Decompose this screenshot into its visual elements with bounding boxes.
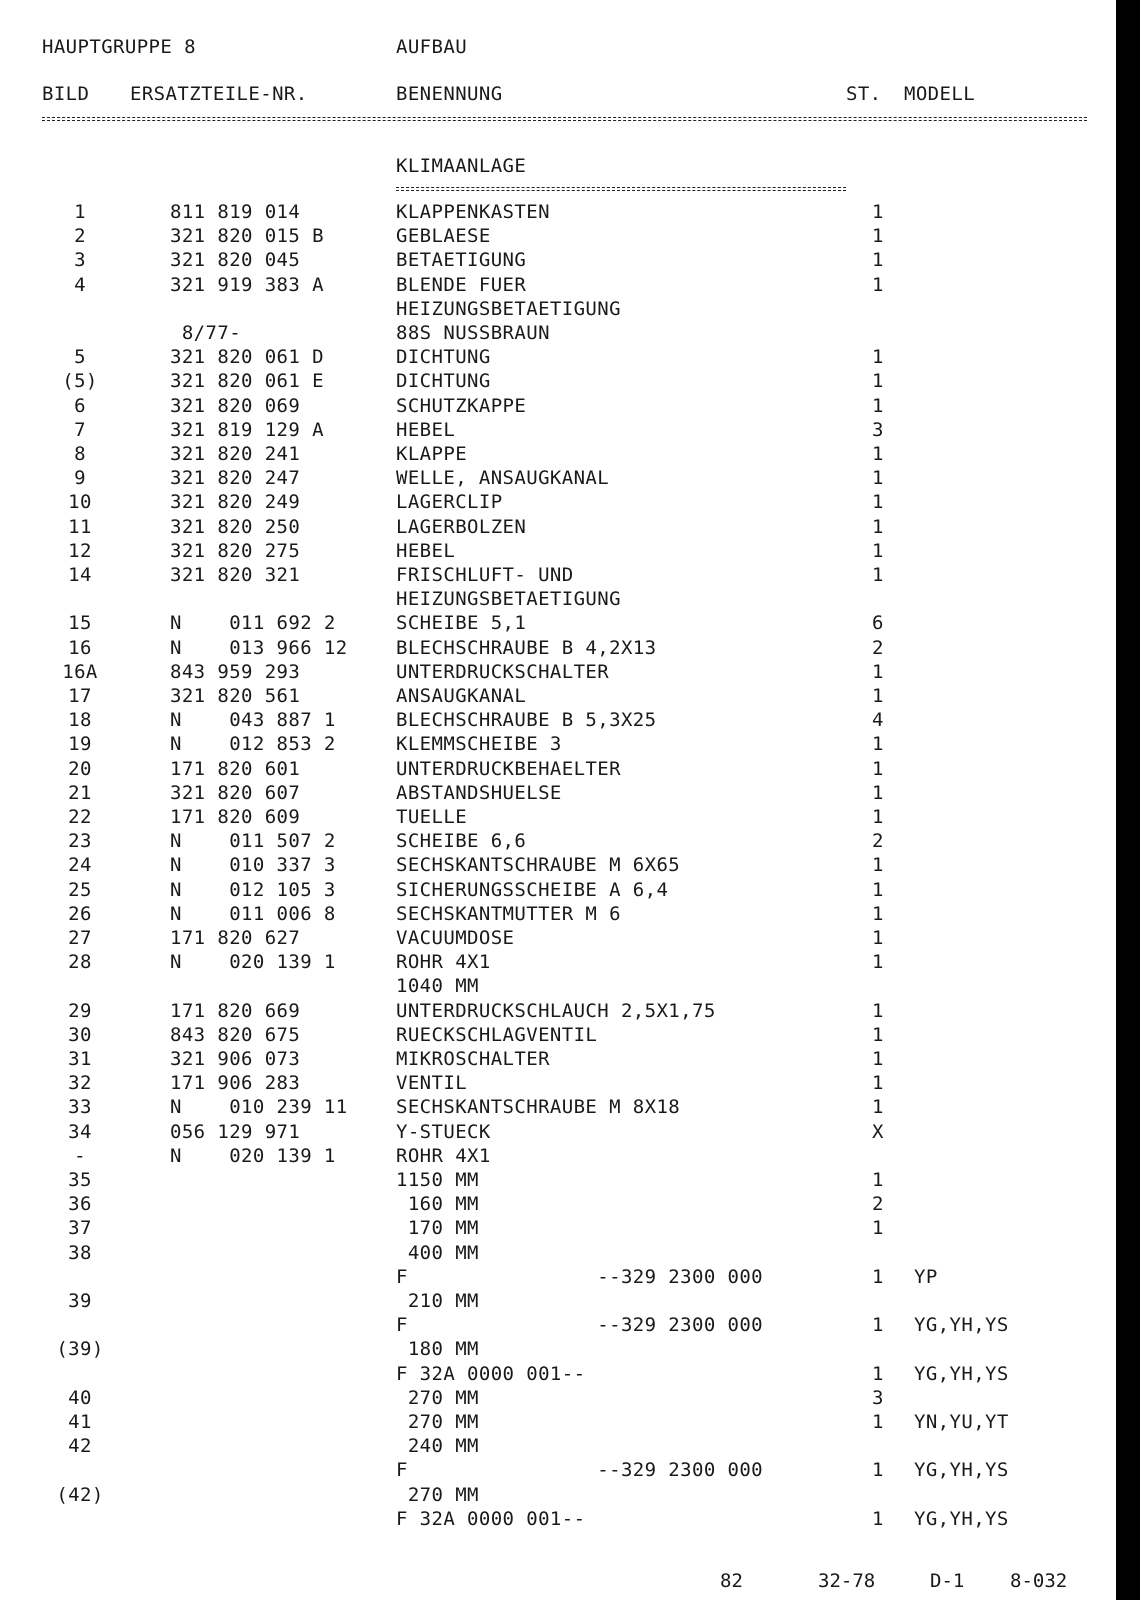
quantity-cell: 6: [872, 612, 884, 634]
quantity-cell: 1: [872, 346, 884, 368]
quantity-cell: 1: [872, 370, 884, 392]
quantity-cell: 3: [872, 419, 884, 441]
description-cell: ROHR 4X1: [396, 1145, 491, 1167]
section-title: KLIMAANLAGE: [396, 155, 527, 177]
bild-cell: -: [74, 1145, 86, 1167]
description-cell: WELLE, ANSAUGKANAL: [396, 467, 610, 489]
table-row: [0, 1266, 1140, 1288]
description-cell: 210 MM: [396, 1290, 479, 1312]
bild-cell: 8: [74, 443, 86, 465]
description-cell: 270 MM: [396, 1411, 479, 1433]
quantity-cell: 1: [872, 564, 884, 586]
quantity-cell: 1: [872, 274, 884, 296]
part-number-cell: 321 820 241: [170, 443, 301, 465]
description-cell: HEIZUNGSBETAETIGUNG: [396, 588, 621, 610]
quantity-cell: 1: [872, 1072, 884, 1094]
description-cell: F --329 2300 000: [396, 1459, 764, 1481]
quantity-cell: 3: [872, 1387, 884, 1409]
quantity-cell: 1: [872, 782, 884, 804]
quantity-cell: 1: [872, 201, 884, 223]
table-row: [0, 1242, 1140, 1264]
part-number-cell: 843 820 675: [170, 1024, 301, 1046]
table-row: [0, 758, 1140, 780]
table-row: [0, 322, 1140, 344]
description-cell: 170 MM: [396, 1217, 479, 1239]
bild-cell: 19: [68, 733, 92, 755]
footer-code-4: 8-032: [1010, 1570, 1068, 1592]
quantity-cell: 1: [872, 854, 884, 876]
table-row: [0, 419, 1140, 441]
part-number-cell: 321 820 045: [170, 249, 301, 271]
part-number-cell: 811 819 014: [170, 201, 301, 223]
part-number-cell: N 010 337 3: [170, 854, 336, 876]
model-cell: YP: [914, 1266, 938, 1288]
model-cell: YN,YU,YT: [914, 1411, 1009, 1433]
bild-cell: 40: [68, 1387, 92, 1409]
part-number-cell: N 020 139 1: [170, 951, 336, 973]
table-row: [0, 1508, 1140, 1530]
description-cell: FRISCHLUFT- UND: [396, 564, 574, 586]
bild-cell: 16: [68, 637, 92, 659]
table-row: [0, 540, 1140, 562]
part-number-cell: 843 959 293: [170, 661, 301, 683]
table-row: [0, 661, 1140, 683]
bild-cell: 15: [68, 612, 92, 634]
column-header-model: MODELL: [904, 83, 976, 105]
table-row: [0, 951, 1140, 973]
quantity-cell: 1: [872, 758, 884, 780]
quantity-cell: 1: [872, 1048, 884, 1070]
description-cell: SCHUTZKAPPE: [396, 395, 527, 417]
bild-cell: 4: [74, 274, 86, 296]
table-row: [0, 1145, 1140, 1167]
part-number-cell: N 011 507 2: [170, 830, 336, 852]
quantity-cell: 2: [872, 830, 884, 852]
bild-cell: 26: [68, 903, 92, 925]
description-cell: HEBEL: [396, 540, 456, 562]
quantity-cell: 1: [872, 516, 884, 538]
quantity-cell: 1: [872, 1314, 884, 1336]
part-number-cell: 321 819 129 A: [170, 419, 324, 441]
bild-cell: 17: [68, 685, 92, 707]
description-cell: 270 MM: [396, 1484, 479, 1506]
description-cell: ANSAUGKANAL: [396, 685, 527, 707]
description-cell: LAGERBOLZEN: [396, 516, 527, 538]
bild-cell: 36: [68, 1193, 92, 1215]
table-row: [0, 1169, 1140, 1191]
table-row: [0, 443, 1140, 465]
bild-cell: 37: [68, 1217, 92, 1239]
bild-cell: 29: [68, 1000, 92, 1022]
table-row: [0, 733, 1140, 755]
part-number-cell: 321 906 073: [170, 1048, 301, 1070]
description-cell: VACUUMDOSE: [396, 927, 515, 949]
table-row: [0, 782, 1140, 804]
quantity-cell: 1: [872, 467, 884, 489]
column-header-bild: BILD: [42, 83, 90, 105]
description-cell: F --329 2300 000: [396, 1314, 764, 1336]
part-number-cell: N 013 966 12: [170, 637, 348, 659]
quantity-cell: 1: [872, 1024, 884, 1046]
description-cell: F 32A 0000 001--: [396, 1508, 586, 1530]
bild-cell: 1: [74, 201, 86, 223]
part-number-cell: N 020 139 1: [170, 1145, 336, 1167]
bild-cell: 28: [68, 951, 92, 973]
description-cell: SECHSKANTSCHRAUBE M 6X65: [396, 854, 681, 876]
description-cell: BLENDE FUER: [396, 274, 527, 296]
description-cell: HEIZUNGSBETAETIGUNG: [396, 298, 621, 320]
quantity-cell: 1: [872, 661, 884, 683]
part-number-cell: 171 820 601: [170, 758, 301, 780]
table-row: [0, 1338, 1140, 1360]
description-cell: SCHEIBE 5,1: [396, 612, 527, 634]
bild-cell: (39): [56, 1338, 104, 1360]
quantity-cell: 1: [872, 951, 884, 973]
description-cell: Y-STUECK: [396, 1121, 491, 1143]
main-group-title: AUFBAU: [396, 36, 468, 58]
table-row: [0, 1193, 1140, 1215]
quantity-cell: 1: [872, 443, 884, 465]
description-cell: GEBLAESE: [396, 225, 491, 247]
description-cell: UNTERDRUCKSCHALTER: [396, 661, 610, 683]
model-cell: YG,YH,YS: [914, 1314, 1009, 1336]
bild-cell: 38: [68, 1242, 92, 1264]
description-cell: 1150 MM: [396, 1169, 479, 1191]
quantity-cell: 1: [872, 225, 884, 247]
bild-cell: 6: [74, 395, 86, 417]
section-title-underline: [396, 187, 846, 191]
bild-cell: 2: [74, 225, 86, 247]
part-number-cell: 171 820 609: [170, 806, 301, 828]
model-cell: YG,YH,YS: [914, 1459, 1009, 1481]
quantity-cell: 1: [872, 1459, 884, 1481]
model-cell: YG,YH,YS: [914, 1508, 1009, 1530]
quantity-cell: 1: [872, 685, 884, 707]
part-number-cell: N 011 006 8: [170, 903, 336, 925]
quantity-cell: 1: [872, 1217, 884, 1239]
description-cell: VENTIL: [396, 1072, 468, 1094]
footer-code-3: D-1: [930, 1570, 965, 1592]
quantity-cell: 1: [872, 1169, 884, 1191]
description-cell: SICHERUNGSSCHEIBE A 6,4: [396, 879, 669, 901]
description-cell: HEBEL: [396, 419, 456, 441]
bild-cell: 35: [68, 1169, 92, 1191]
table-row: [0, 1072, 1140, 1094]
description-cell: 400 MM: [396, 1242, 479, 1264]
description-cell: KLEMMSCHEIBE 3: [396, 733, 562, 755]
bild-cell: 14: [68, 564, 92, 586]
description-cell: TUELLE: [396, 806, 468, 828]
description-cell: BETAETIGUNG: [396, 249, 527, 271]
description-cell: BLECHSCHRAUBE B 5,3X25: [396, 709, 657, 731]
model-cell: YG,YH,YS: [914, 1363, 1009, 1385]
description-cell: ABSTANDSHUELSE: [396, 782, 562, 804]
bild-cell: 25: [68, 879, 92, 901]
table-row: [0, 1411, 1140, 1433]
bild-cell: 42: [68, 1435, 92, 1457]
quantity-cell: 1: [872, 927, 884, 949]
table-row: [0, 274, 1140, 296]
quantity-cell: 1: [872, 1000, 884, 1022]
table-row: [0, 1435, 1140, 1457]
description-cell: LAGERCLIP: [396, 491, 503, 513]
part-number-cell: 321 820 247: [170, 467, 301, 489]
part-number-cell: 171 820 627: [170, 927, 301, 949]
bild-cell: 3: [74, 249, 86, 271]
description-cell: F --329 2300 000: [396, 1266, 764, 1288]
part-number-cell: 321 820 275: [170, 540, 301, 562]
description-cell: 1040 MM: [396, 975, 479, 997]
table-row: [0, 491, 1140, 513]
table-row: [0, 1217, 1140, 1239]
part-number-cell: 056 129 971: [170, 1121, 301, 1143]
table-row: [0, 1024, 1140, 1046]
table-row: [0, 1000, 1140, 1022]
description-cell: DICHTUNG: [396, 346, 491, 368]
part-number-cell: 171 906 283: [170, 1072, 301, 1094]
bild-cell: (42): [56, 1484, 104, 1506]
quantity-cell: 1: [872, 1266, 884, 1288]
table-row: [0, 903, 1140, 925]
table-row: [0, 1290, 1140, 1312]
table-row: [0, 1484, 1140, 1506]
quantity-cell: X: [872, 1121, 884, 1143]
part-number-cell: 321 820 561: [170, 685, 301, 707]
description-cell: BLECHSCHRAUBE B 4,2X13: [396, 637, 657, 659]
quantity-cell: 1: [872, 395, 884, 417]
main-group-label: HAUPTGRUPPE 8: [42, 36, 196, 58]
part-number-cell: N 012 105 3: [170, 879, 336, 901]
quantity-cell: 1: [872, 1363, 884, 1385]
part-number-cell: N 011 692 2: [170, 612, 336, 634]
bild-cell: 32: [68, 1072, 92, 1094]
part-number-cell: N 043 887 1: [170, 709, 336, 731]
bild-cell: 23: [68, 830, 92, 852]
quantity-cell: 1: [872, 540, 884, 562]
description-cell: 180 MM: [396, 1338, 479, 1360]
column-header-description: BENENNUNG: [396, 83, 503, 105]
header-divider: [42, 117, 1087, 121]
table-row: [0, 1048, 1140, 1070]
part-number-cell: 321 820 061 D: [170, 346, 324, 368]
table-row: [0, 201, 1140, 223]
quantity-cell: 1: [872, 1508, 884, 1530]
table-row: [0, 1459, 1140, 1481]
table-row: [0, 249, 1140, 271]
table-row: [0, 1096, 1140, 1118]
quantity-cell: 1: [872, 249, 884, 271]
table-row: [0, 806, 1140, 828]
description-cell: UNTERDRUCKBEHAELTER: [396, 758, 621, 780]
bild-cell: 11: [68, 516, 92, 538]
table-row: [0, 588, 1140, 610]
description-cell: 160 MM: [396, 1193, 479, 1215]
description-cell: UNTERDRUCKSCHLAUCH 2,5X1,75: [396, 1000, 716, 1022]
description-cell: 270 MM: [396, 1387, 479, 1409]
bild-cell: 5: [74, 346, 86, 368]
table-row: [0, 395, 1140, 417]
bild-cell: 24: [68, 854, 92, 876]
bild-cell: 33: [68, 1096, 92, 1118]
part-number-cell: 321 820 607: [170, 782, 301, 804]
table-row: [0, 516, 1140, 538]
table-row: [0, 637, 1140, 659]
part-number-cell: 321 820 069: [170, 395, 301, 417]
table-row: [0, 1314, 1140, 1336]
quantity-cell: 1: [872, 491, 884, 513]
description-cell: SCHEIBE 6,6: [396, 830, 527, 852]
quantity-cell: 1: [872, 733, 884, 755]
bild-cell: 10: [68, 491, 92, 513]
bild-cell: 12: [68, 540, 92, 562]
part-number-cell: 8/77-: [170, 322, 242, 344]
table-row: [0, 879, 1140, 901]
bild-cell: 18: [68, 709, 92, 731]
description-cell: SECHSKANTSCHRAUBE M 8X18: [396, 1096, 681, 1118]
part-number-cell: 321 820 250: [170, 516, 301, 538]
part-number-cell: N 010 239 11: [170, 1096, 348, 1118]
bild-cell: 34: [68, 1121, 92, 1143]
column-header-quantity: ST.: [846, 83, 882, 105]
bild-cell: 7: [74, 419, 86, 441]
column-header-part-number: ERSATZTEILE-NR.: [130, 83, 308, 105]
quantity-cell: 1: [872, 1096, 884, 1118]
table-row: [0, 975, 1140, 997]
part-number-cell: 321 820 015 B: [170, 225, 324, 247]
table-row: [0, 685, 1140, 707]
description-cell: SECHSKANTMUTTER M 6: [396, 903, 621, 925]
table-row: [0, 612, 1140, 634]
quantity-cell: 2: [872, 637, 884, 659]
table-row: [0, 298, 1140, 320]
bild-cell: 9: [74, 467, 86, 489]
bild-cell: 30: [68, 1024, 92, 1046]
table-row: [0, 709, 1140, 731]
description-cell: RUECKSCHLAGVENTIL: [396, 1024, 598, 1046]
description-cell: MIKROSCHALTER: [396, 1048, 550, 1070]
part-number-cell: 321 820 249: [170, 491, 301, 513]
table-row: [0, 1363, 1140, 1385]
bild-cell: 41: [68, 1411, 92, 1433]
part-number-cell: 171 820 669: [170, 1000, 301, 1022]
bild-cell: 27: [68, 927, 92, 949]
table-row: [0, 1121, 1140, 1143]
part-number-cell: 321 820 061 E: [170, 370, 324, 392]
table-row: [0, 1387, 1140, 1409]
description-cell: F 32A 0000 001--: [396, 1363, 586, 1385]
quantity-cell: 1: [872, 1411, 884, 1433]
quantity-cell: 1: [872, 903, 884, 925]
quantity-cell: 4: [872, 709, 884, 731]
description-cell: 88S NUSSBRAUN: [396, 322, 550, 344]
table-row: [0, 225, 1140, 247]
part-number-cell: 321 820 321: [170, 564, 301, 586]
quantity-cell: 1: [872, 806, 884, 828]
bild-cell: 22: [68, 806, 92, 828]
description-cell: DICHTUNG: [396, 370, 491, 392]
quantity-cell: 2: [872, 1193, 884, 1215]
table-row: [0, 564, 1140, 586]
description-cell: KLAPPENKASTEN: [396, 201, 550, 223]
bild-cell: 16A: [62, 661, 98, 683]
footer-code-2: 32-78: [818, 1570, 876, 1592]
bild-cell: 21: [68, 782, 92, 804]
bild-cell: 39: [68, 1290, 92, 1312]
footer-code-1: 82: [720, 1570, 743, 1592]
table-row: [0, 467, 1140, 489]
table-row: [0, 854, 1140, 876]
part-number-cell: 321 919 383 A: [170, 274, 324, 296]
table-row: [0, 927, 1140, 949]
table-row: [0, 830, 1140, 852]
bild-cell: (5): [62, 370, 98, 392]
bild-cell: 20: [68, 758, 92, 780]
table-row: [0, 370, 1140, 392]
bild-cell: 31: [68, 1048, 92, 1070]
table-row: [0, 346, 1140, 368]
description-cell: 240 MM: [396, 1435, 479, 1457]
part-number-cell: N 012 853 2: [170, 733, 336, 755]
description-cell: ROHR 4X1: [396, 951, 491, 973]
quantity-cell: 1: [872, 879, 884, 901]
description-cell: KLAPPE: [396, 443, 468, 465]
